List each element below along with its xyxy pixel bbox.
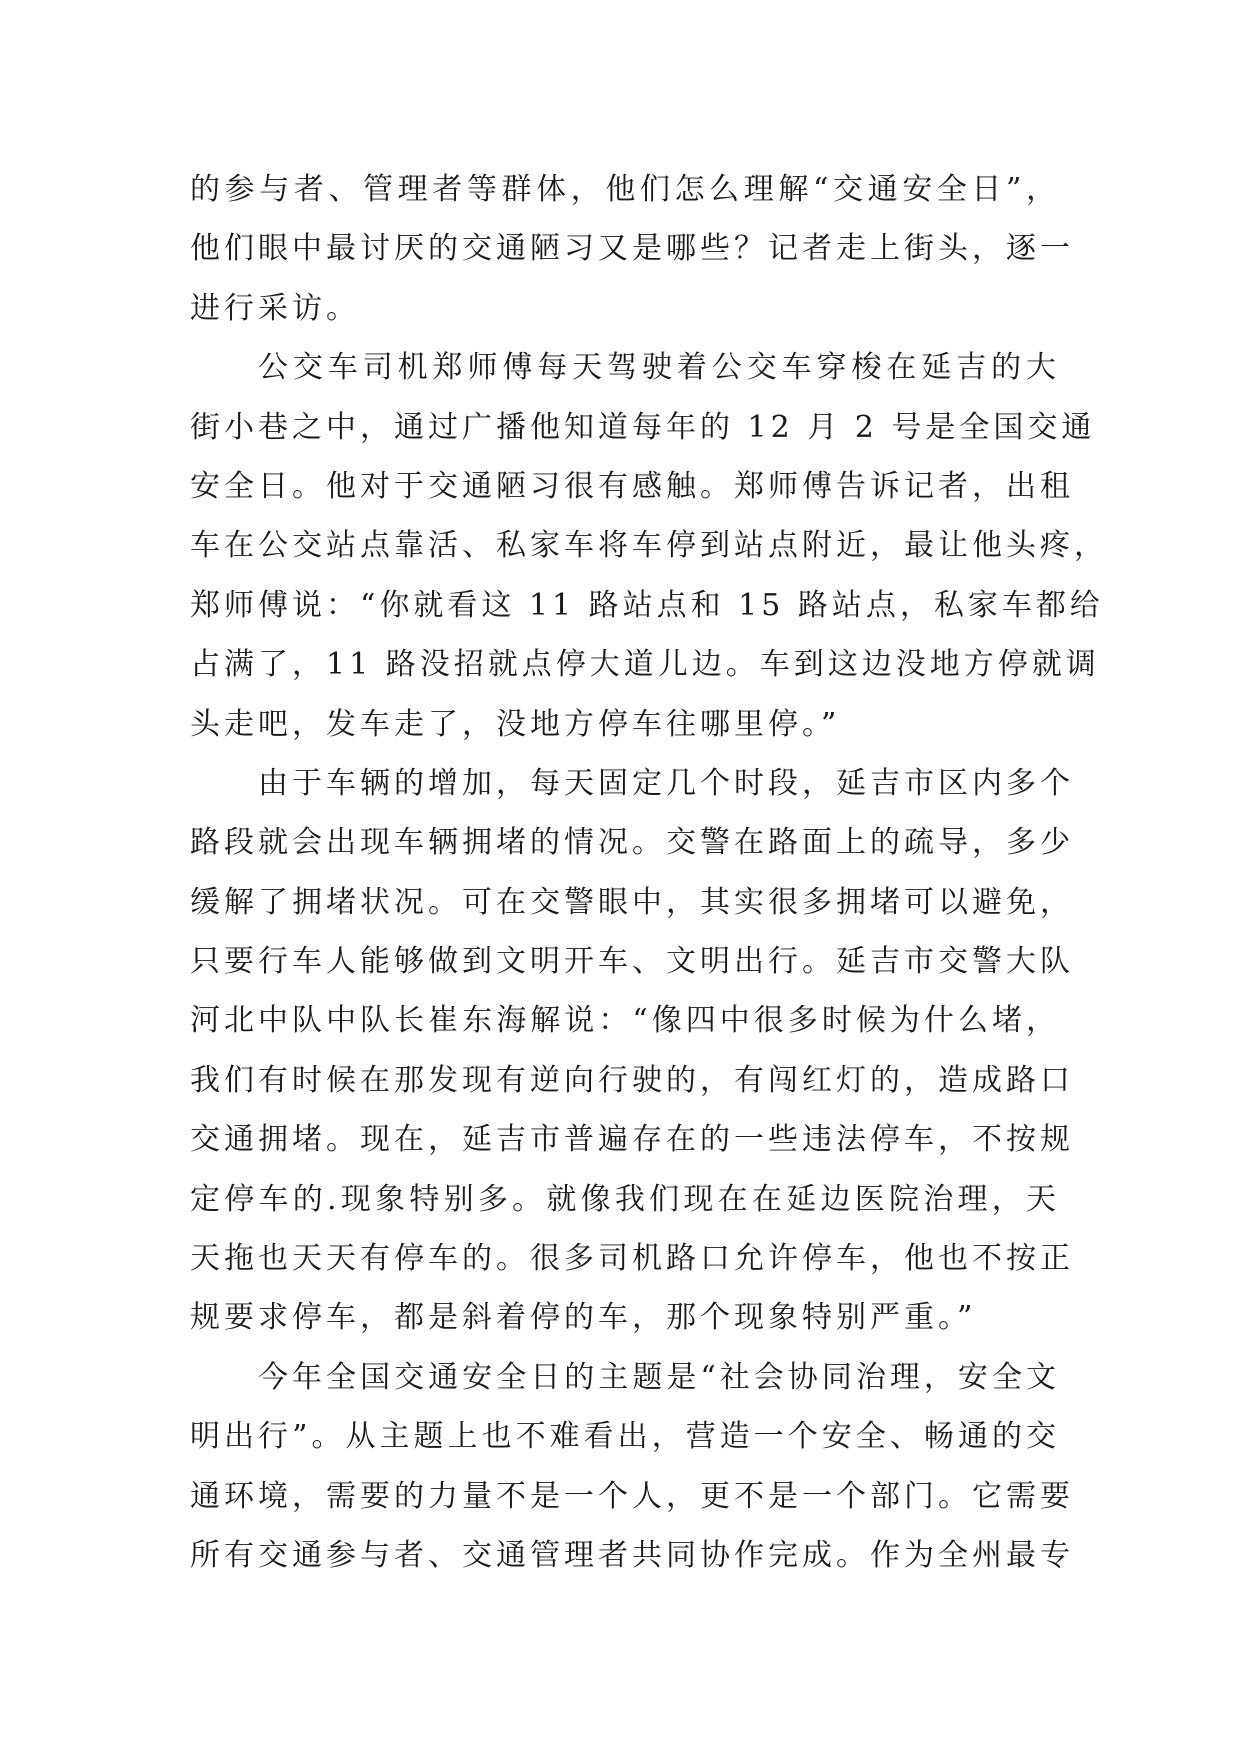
text-line: 缓解了拥堵状况。可在交警眼中，其实很多拥堵可以避免，: [190, 884, 1074, 920]
text-line: 进行采访。: [190, 290, 360, 326]
text-line: 规要求停车，都是斜着停的车，那个现象特别严重。”: [190, 1300, 977, 1336]
text-line: 头走吧，发车走了，没地方停车往哪里停。”: [190, 706, 841, 742]
text-line: 安全日。他对于交通陋习很有感触。郑师傅告诉记者，出租: [190, 468, 1074, 504]
text-line: 河北中队中队长崔东海解说：“像四中很多时候为什么堵，: [190, 1003, 1060, 1039]
paragraph: [190, 338, 1108, 754]
text-line: 我们有时候在那发现有逆向行驶的，有闯红灯的，造成路口: [190, 1062, 1074, 1098]
text-line: 公交车司机郑师傅每天驾驶着公交车穿梭在延吉的大: [258, 350, 1060, 386]
article-body: [190, 160, 1108, 1585]
paragraph: [190, 160, 1074, 338]
text-line: 他们眼中最讨厌的交通陋习又是哪些？记者走上街头，逐一: [190, 231, 1074, 267]
text-line: 交通拥堵。现在，延吉市普遍存在的一些违法停车，不按规: [190, 1122, 1074, 1158]
text-line: 只要行车人能够做到文明开车、文明出行。延吉市交警大队: [190, 944, 1074, 980]
text-line: 通环境，需要的力量不是一个人，更不是一个部门。它需要: [190, 1478, 1074, 1514]
text-line: 今年全国交通安全日的主题是“社会协同治理，安全文: [258, 1359, 1060, 1395]
text-line: 路段就会出现车辆拥堵的情况。交警在路面上的疏导，多少: [190, 825, 1074, 861]
paragraph: [190, 1348, 1074, 1586]
text-line: 车在公交站点靠活、私家车将车停到站点附近，最让他头疼，: [190, 528, 1108, 564]
text-line: 由于车辆的增加，每天固定几个时段，延吉市区内多个: [258, 765, 1074, 801]
text-line: 明出行”。从主题上也不难看出，营造一个安全、畅通的交: [190, 1419, 1060, 1455]
text-line: 的参与者、管理者等群体，他们怎么理解“交通安全日”，: [190, 172, 1060, 207]
text-line: 街小巷之中，通过广播他知道每年的 12 月 2 号是全国交通: [190, 409, 1096, 445]
paragraph: [190, 754, 1074, 1348]
text-line: 天拖也天天有停车的。很多司机路口允许停车，他也不按正: [190, 1241, 1074, 1277]
text-line: 占满了，11 路没招就点停大道儿边。车到这边没地方停就调: [190, 647, 1100, 683]
text-line: 定停车的.现象特别多。就像我们现在在延边医院治理，天: [190, 1181, 1060, 1217]
text-line: 所有交通参与者、交通管理者共同协作完成。作为全州最专: [190, 1537, 1074, 1573]
text-line: 郑师傅说：“你就看这 11 路站点和 15 路站点，私家车都给: [190, 587, 1104, 623]
